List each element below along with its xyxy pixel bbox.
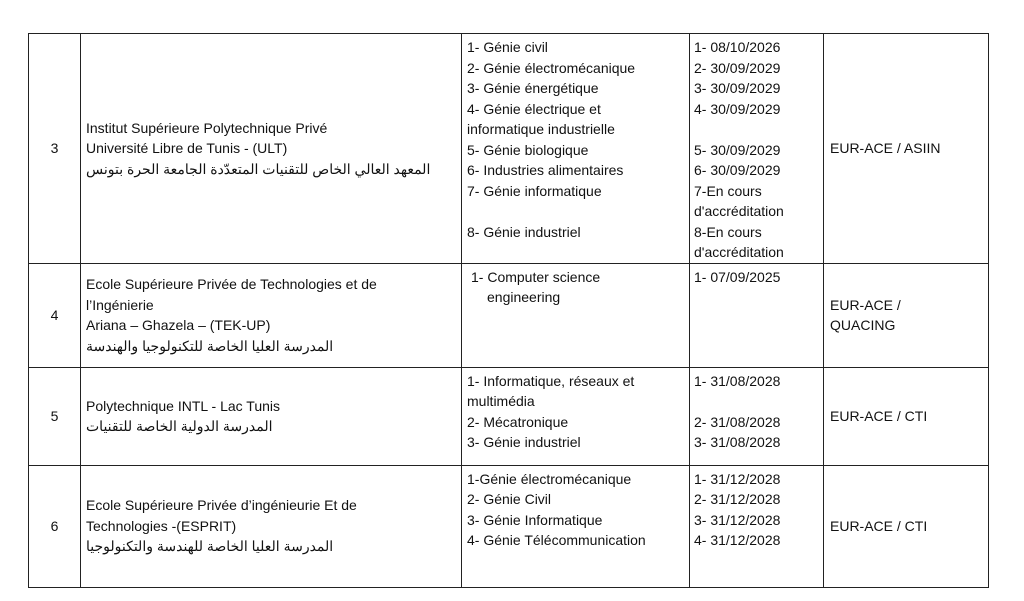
date-item: 3- 31/12/2028 xyxy=(694,511,781,528)
date-item: 2- 31/12/2028 xyxy=(694,491,781,507)
program-item: informatique industrielle xyxy=(467,121,615,137)
accreditation-cell: EUR-ACE / CTI xyxy=(824,367,989,465)
institution-cell xyxy=(81,263,462,367)
institution-name-line: l’Ingénierie xyxy=(86,296,154,313)
programs-cell xyxy=(462,367,690,465)
dates-cell xyxy=(690,367,824,465)
program-item: 6- Industries alimentaires xyxy=(467,162,624,178)
institution-arabic-name: المدرسة العليا الخاصة للتكنولوجيا والهندسة xyxy=(86,337,334,354)
institution-name-line: Polytechnique INTL - Lac Tunis xyxy=(86,397,281,414)
institution-name-line: Ariana – Ghazela – (TEK-UP) xyxy=(86,317,271,333)
row-number: 6 xyxy=(29,465,81,587)
date-item: d'accréditation xyxy=(694,203,784,219)
program-item: 1-Génie électromécanique xyxy=(467,470,632,487)
programs-cell xyxy=(462,465,690,587)
institution-name-line: Institut Supérieure Polytechnique Privé xyxy=(86,119,328,136)
program-item: 2- Génie électromécanique xyxy=(467,59,636,76)
date-item: 4- 31/12/2028 xyxy=(694,532,781,548)
programs-cell xyxy=(462,263,690,367)
institution-arabic-name: المعهد العالي الخاص للتقنيات المتعدّدة الجامعة الحرة بتونس xyxy=(86,160,431,177)
institution-cell xyxy=(81,34,462,264)
date-item: 5- 30/09/2029 xyxy=(694,141,781,158)
date-item: 4- 30/09/2029 xyxy=(694,100,781,117)
program-item: 1- Computer science xyxy=(471,268,601,285)
program-item: 3- Génie Informatique xyxy=(467,511,603,528)
accreditation-cell: EUR-ACE / CTI xyxy=(824,465,989,587)
accreditation-table xyxy=(28,33,989,588)
programs-cell xyxy=(462,34,690,264)
program-item: 2- Génie Civil xyxy=(467,491,552,507)
program-item: 4- Génie électrique et xyxy=(467,100,601,117)
accreditation-cell xyxy=(824,263,989,367)
program-item: 5- Génie biologique xyxy=(467,141,589,158)
institution-cell xyxy=(81,465,462,587)
table-row xyxy=(29,367,989,465)
table-row xyxy=(29,263,989,367)
program-item: engineering xyxy=(487,289,561,305)
date-item: 2- 31/08/2028 xyxy=(694,413,781,430)
date-item: d'accréditation xyxy=(694,244,784,260)
date-item: 6- 30/09/2029 xyxy=(694,162,781,178)
date-item: 1- 08/10/2026 xyxy=(694,39,781,55)
program-item: 1- Informatique, réseaux et xyxy=(467,372,635,389)
date-item: 1- 07/09/2025 xyxy=(694,268,781,285)
row-number: 4 xyxy=(29,263,81,367)
program-item: 2- Mécatronique xyxy=(467,413,569,430)
institution-arabic-name: المدرسة الدولية الخاصة للتقنيات xyxy=(86,418,273,434)
row-number: 3 xyxy=(29,34,81,264)
date-item: 1- 31/12/2028 xyxy=(694,470,781,487)
date-item: 3- 30/09/2029 xyxy=(694,80,781,96)
institution-name-line: Ecole Supérieure Privée d’ingénieurie Et de xyxy=(86,497,357,514)
row-number: 5 xyxy=(29,367,81,465)
dates-cell xyxy=(690,34,824,264)
program-item: 4- Génie Télécommunication xyxy=(467,532,646,548)
program-item: 8- Génie industriel xyxy=(467,223,581,240)
institution-name-line: Technologies -(ESPRIT) xyxy=(86,517,237,534)
institution-name-line: Université Libre de Tunis - (ULT) xyxy=(86,140,288,156)
date-item: 2- 30/09/2029 xyxy=(694,59,781,76)
program-item: 3- Génie énergétique xyxy=(467,80,599,96)
institution-arabic-name: المدرسة العليا الخاصة للهندسة والتكنولوجيا xyxy=(86,538,334,555)
institution-name-line: Ecole Supérieure Privée de Technologies et de xyxy=(86,276,377,292)
date-item: 3- 31/08/2028 xyxy=(694,434,781,450)
table-row xyxy=(29,465,989,587)
date-item: 7-En cours xyxy=(694,182,762,199)
accreditation-line: QUACING xyxy=(830,317,896,333)
dates-cell xyxy=(690,465,824,587)
table-row xyxy=(29,34,989,264)
program-item: 1- Génie civil xyxy=(467,39,548,55)
accreditation-cell: EUR-ACE / ASIIN xyxy=(824,34,989,264)
program-item: 3- Génie industriel xyxy=(467,434,581,450)
program-item: 7- Génie informatique xyxy=(467,182,602,199)
program-item: multimédia xyxy=(467,393,535,409)
dates-cell xyxy=(690,263,824,367)
accreditation-line: EUR-ACE / xyxy=(830,296,901,313)
date-item: 8-En cours xyxy=(694,223,762,240)
institution-cell xyxy=(81,367,462,465)
date-item: 1- 31/08/2028 xyxy=(694,372,781,389)
